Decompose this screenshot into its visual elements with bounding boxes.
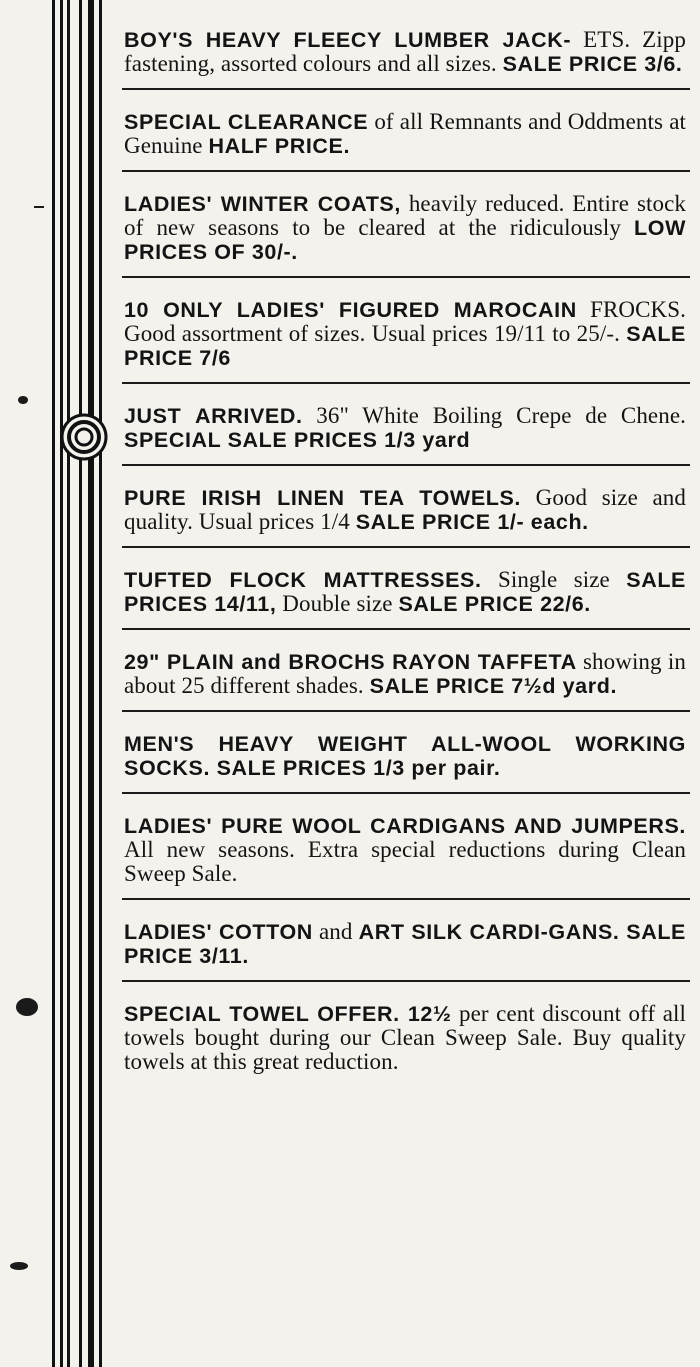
item-heading: LADIES' WINTER COATS, [124, 192, 401, 216]
sale-item [114, 28, 690, 76]
item-price: SALE PRICE 1/- each. [355, 510, 589, 534]
sale-item-text [124, 920, 686, 968]
sale-listing-column [114, 28, 690, 1074]
ink-blot-mark [10, 1262, 28, 1270]
divider [122, 382, 690, 384]
sale-item [114, 650, 690, 698]
sale-item [114, 110, 690, 158]
ink-blot-mark [16, 998, 38, 1016]
item-price: SALE PRICE 7½d yard. [369, 674, 618, 698]
ink-blot-mark [34, 206, 44, 208]
item-heading: SPECIAL TOWEL OFFER. 12½ [124, 1002, 452, 1026]
sale-item [114, 192, 690, 264]
item-price: SALE PRICE 7/6 [124, 322, 686, 370]
sale-item-text [124, 486, 686, 534]
ink-blot-mark [18, 396, 28, 404]
sale-item-text [124, 1002, 686, 1074]
divider [122, 88, 690, 90]
sale-item-text [124, 110, 686, 158]
item-heading: BOY'S HEAVY FLEECY LUMBER JACK- [124, 28, 572, 52]
item-heading: SPECIAL CLEARANCE [124, 110, 369, 134]
item-description: showing in about 25 different shades. [124, 649, 686, 698]
item-description: All new seasons. Extra special reductions during Clean Sweep Sale. [124, 837, 686, 886]
item-description: of all Remnants and Oddments at Genuine [124, 109, 686, 158]
item-description: ETS. Zipp fastening, assorted colours and all sizes. [124, 27, 686, 76]
sale-item-text [124, 298, 686, 370]
item-description: Good size and quality. Usual prices 1/4 [124, 485, 686, 534]
item-description: heavily reduced. Entire stock of new seasons to be cleared at the ridiculously [124, 191, 686, 240]
item-description: 36" White Boiling Crepe de Chene. [316, 403, 686, 428]
sale-item [114, 568, 690, 616]
sale-item [114, 814, 690, 886]
sale-item [114, 486, 690, 534]
sale-item-text [124, 732, 686, 780]
item-description: per cent discount off all towels bought during our Clean Sweep Sale. Buy quality towels at this great reduction. [124, 1001, 686, 1074]
divider [122, 898, 690, 900]
sale-item-text [124, 404, 686, 452]
item-description: Double size [282, 591, 393, 616]
divider [122, 464, 690, 466]
divider [122, 276, 690, 278]
item-price: SALE PRICE 22/6. [398, 592, 591, 616]
item-price: ART SILK CARDI-GANS. SALE PRICE 3/11. [124, 920, 686, 968]
sale-item-text [124, 568, 686, 616]
sale-item [114, 298, 690, 370]
divider [122, 628, 690, 630]
sale-item [114, 920, 690, 968]
item-heading: 10 ONLY LADIES' FIGURED MAROCAIN [124, 298, 577, 322]
item-heading: TUFTED FLOCK MATTRESSES. [124, 568, 482, 592]
item-heading: 29" PLAIN and BROCHS RAYON TAFFETA [124, 650, 577, 674]
sale-item-text [124, 28, 686, 76]
item-description: Single size [497, 567, 610, 592]
item-price: HALF PRICE. [208, 134, 351, 158]
item-price: LOW PRICES OF 30/-. [124, 216, 686, 264]
divider [122, 546, 690, 548]
item-price: SALE PRICES 14/11, [124, 568, 686, 616]
sale-item [114, 732, 690, 780]
item-price: SALE PRICE 3/6. [502, 52, 683, 76]
sale-item-text [124, 650, 686, 698]
divider [122, 710, 690, 712]
divider [122, 170, 690, 172]
item-price: SPECIAL SALE PRICES 1/3 yard [124, 428, 471, 452]
item-description: and [319, 919, 353, 944]
sale-item [114, 1002, 690, 1074]
divider [122, 792, 690, 794]
item-heading: MEN'S HEAVY WEIGHT ALL-WOOL WORKING SOCKS. SALE PRICES 1/3 per pair. [124, 732, 686, 780]
divider [122, 980, 690, 982]
decorative-border [0, 0, 110, 1367]
sale-item-text [124, 814, 686, 886]
item-heading: LADIES' PURE WOOL CARDIGANS AND JUMPERS. [124, 814, 686, 838]
item-heading: JUST ARRIVED. [124, 404, 303, 428]
item-heading: PURE IRISH LINEN TEA TOWELS. [124, 486, 521, 510]
item-heading: LADIES' COTTON [124, 920, 313, 944]
item-description: FROCKS. Good assortment of sizes. Usual prices 19/11 to 25/-. [124, 297, 686, 346]
sale-item [114, 404, 690, 452]
sale-item-text [124, 192, 686, 264]
